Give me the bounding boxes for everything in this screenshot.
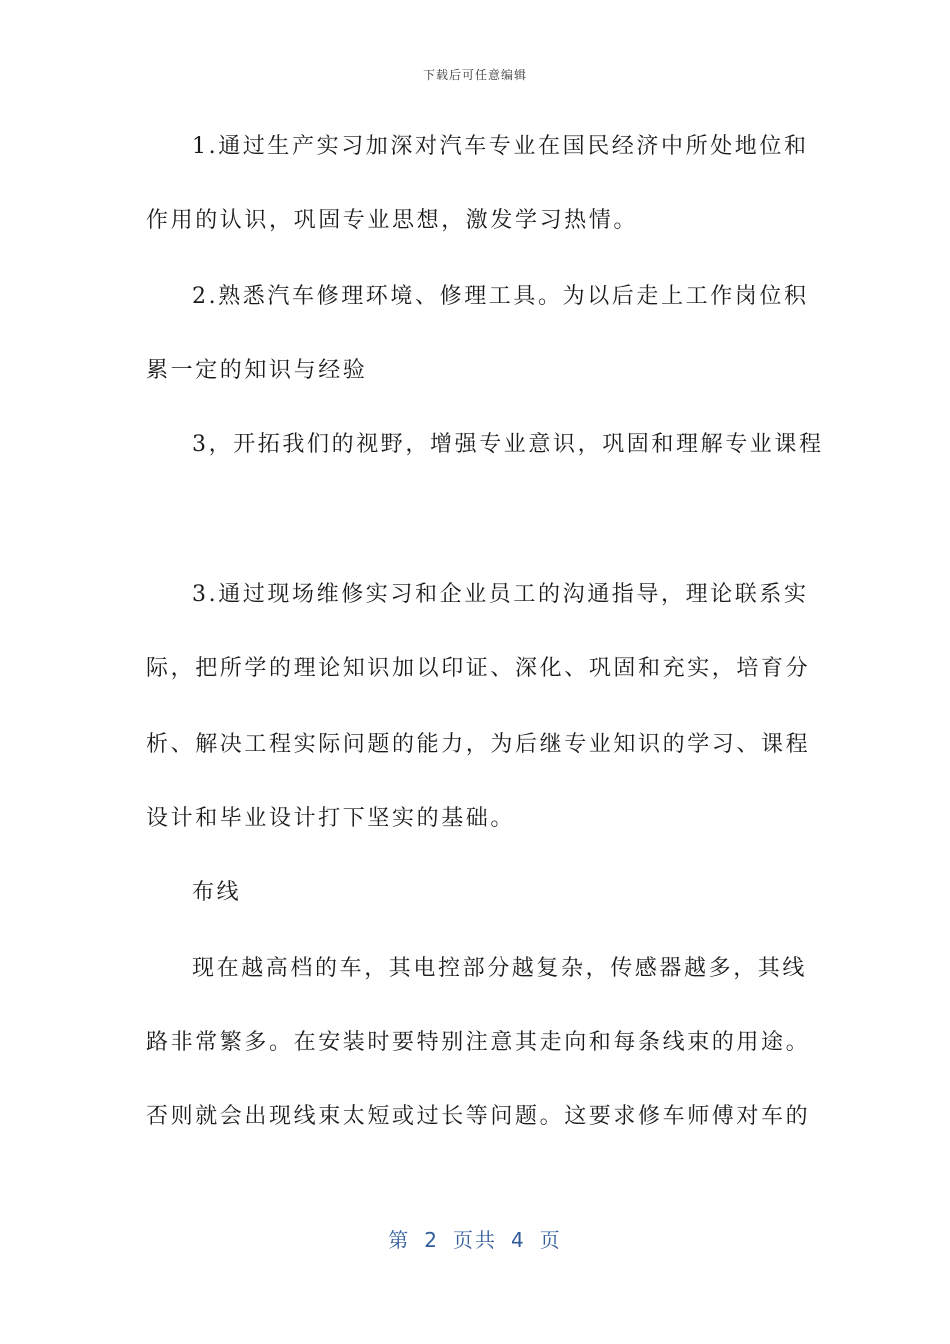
paragraph-line: 现在越高档的车，其电控部分越复杂，传感器越多，其线 xyxy=(192,956,808,981)
page-footer xyxy=(0,1224,950,1253)
paragraph-line: 1.通过生产实习加深对汽车专业在国民经济中所处地位和 xyxy=(192,134,809,159)
paragraph-line: 2.熟悉汽车修理环境、修理工具。为以后走上工作岗位积 xyxy=(192,284,809,309)
paragraph-line: 3，开拓我们的视野，增强专业意识，巩固和理解专业课程 xyxy=(192,432,824,457)
total-pages-number: 4 xyxy=(511,1228,526,1252)
current-page-number: 2 xyxy=(424,1228,439,1252)
paragraph-line: 设计和毕业设计打下坚实的基础。 xyxy=(146,806,516,831)
page-suffix: 页 xyxy=(539,1228,562,1252)
paragraph-line: 3.通过现场维修实习和企业员工的沟通指导，理论联系实 xyxy=(192,582,809,607)
paragraph-line: 际，把所学的理论知识加以印证、深化、巩固和充实，培育分 xyxy=(146,656,811,681)
paragraph-line: 作用的认识，巩固专业思想，激发学习热情。 xyxy=(146,208,639,233)
header-note: 下载后可任意编辑 xyxy=(422,68,527,82)
paragraph-line: 否则就会出现线束太短或过长等问题。这要求修车师傅对车的 xyxy=(146,1104,811,1129)
paragraph-line: 析、解决工程实际问题的能力，为后继专业知识的学习、课程 xyxy=(146,732,811,757)
paragraph-line: 路非常繁多。在安装时要特别注意其走向和每条线束的用途。 xyxy=(146,1030,811,1055)
page-prefix: 第 xyxy=(388,1228,411,1252)
paragraph-line: 累一定的知识与经验 xyxy=(146,358,368,383)
section-heading: 布线 xyxy=(192,880,242,905)
page-mid: 页共 xyxy=(453,1228,497,1252)
